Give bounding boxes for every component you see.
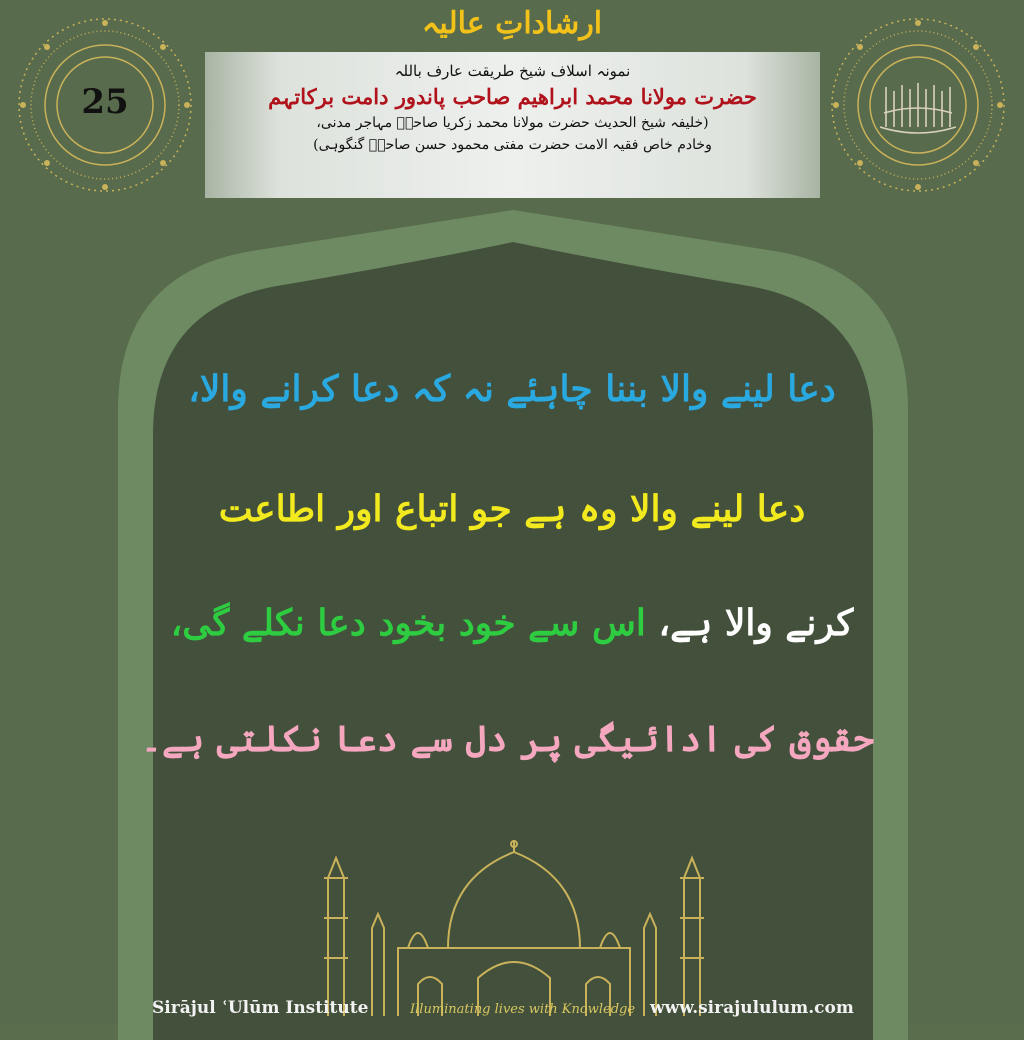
scholar-header-box	[205, 52, 820, 198]
header-line-khalifa: (خلیفہ شیخ الحدیث حضرت مولانا محمد زکریا صاحبؒ مہاجر مدنی،	[316, 115, 709, 131]
footer-bar	[0, 996, 1024, 1024]
quote-line-1: دعا لینے والا بننا چاہئے نہ کہ دعا کرانے والا،	[188, 368, 836, 410]
post-number: 25	[81, 82, 129, 122]
quote-line-3	[150, 602, 874, 644]
footer-institute-name: Sirājul ʿUlūm Institute	[152, 998, 369, 1018]
quote-line-3-part-2: اس سے خود بخود دعا نکلے گی،	[170, 602, 646, 644]
mosque-illustration	[318, 838, 710, 1016]
quote-line-3-part-1: کرنے والا ہے،	[658, 602, 854, 644]
medallion-bismillah-right	[828, 15, 1008, 195]
header-line-name: حضرت مولانا محمد ابراھیم صاحب پاندور دامت برکاتہم	[268, 84, 757, 109]
quote-line-2: دعا لینے والا وہ ہے جو اتباع اور اطاعت	[218, 488, 806, 530]
page-title: ارشاداتِ عالیہ	[421, 6, 603, 41]
quote-line-4: حقوق کی ادائیگی پر دل سے دعا نکلتی ہے۔	[140, 718, 874, 760]
footer-website-link[interactable]: www.sirajululum.com	[650, 998, 854, 1018]
header-line-khadim: وخادم خاص فقیہ الامت حضرت مفتی محمود حسن صاحبؒ گنگوہی)	[313, 137, 712, 153]
header-line-honorific: نمونہ اسلاف شیخ طریقت عارف باللہ	[394, 62, 631, 80]
footer-tagline: Illuminating lives with Knowledge	[410, 1002, 636, 1017]
